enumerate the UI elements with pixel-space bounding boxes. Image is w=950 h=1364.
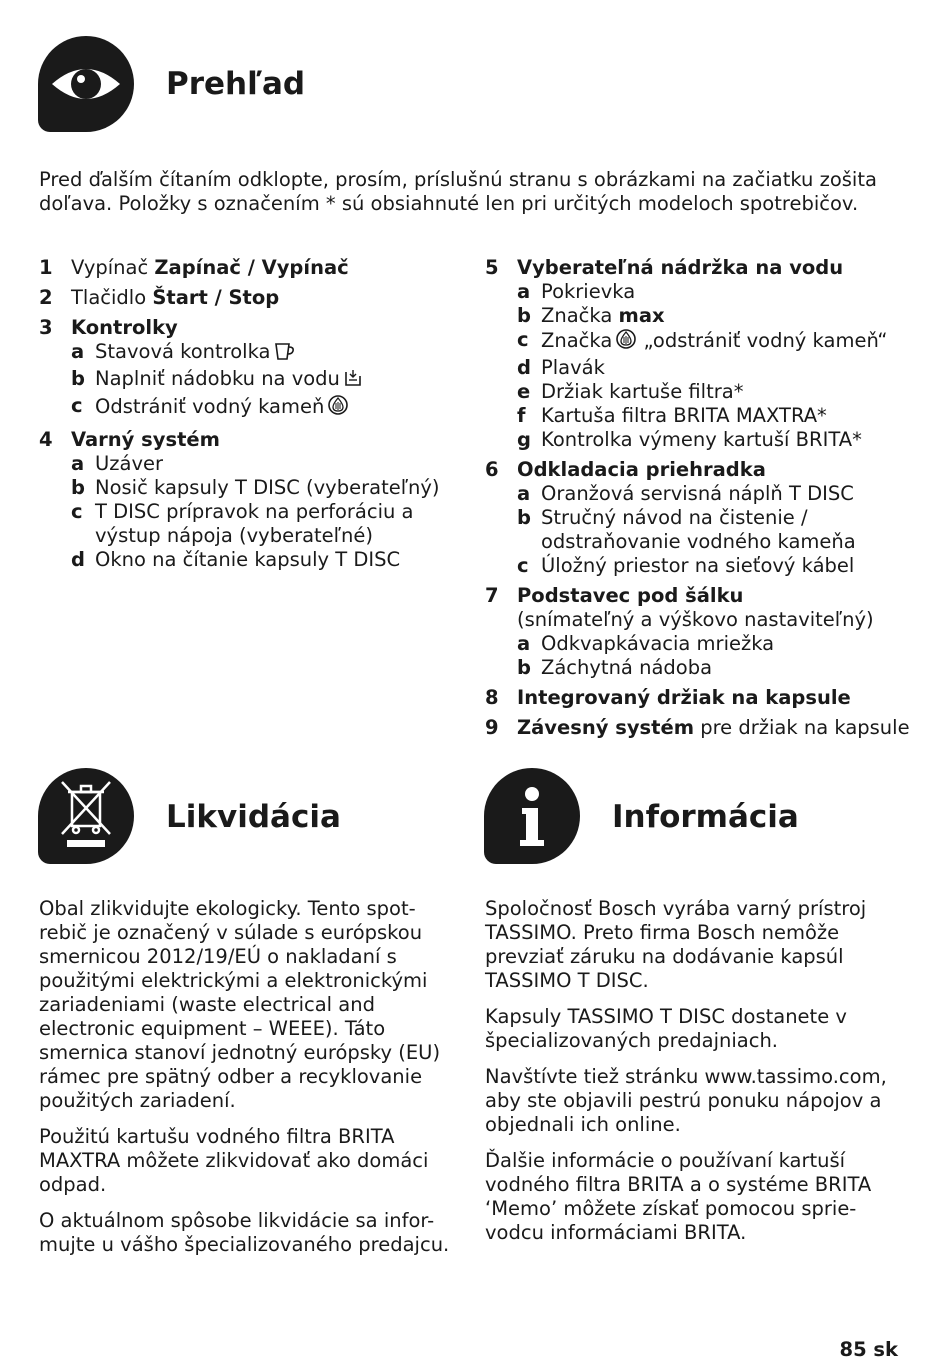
sub-item-letter: b bbox=[517, 304, 531, 327]
disposal-title: Likvidácia bbox=[166, 799, 341, 835]
sub-item-letter: c bbox=[71, 394, 83, 417]
sub-item-text: Uzáver bbox=[95, 452, 164, 475]
sub-item-letter: c bbox=[517, 328, 529, 351]
item-number: 6 bbox=[485, 458, 499, 481]
sub-item-letter: a bbox=[517, 280, 531, 303]
sub-item-letter: a bbox=[71, 452, 85, 475]
disposal-paragraph: Použitú kartušu vodného filtra BRITA MAXTRA môžete zlikvidovať ako domáci odpad. bbox=[39, 1125, 429, 1196]
cup-icon bbox=[274, 341, 296, 367]
descale-icon bbox=[327, 394, 349, 422]
sub-item-text: Značka bbox=[541, 329, 613, 352]
list-item bbox=[485, 584, 915, 680]
sub-item-text: Plavák bbox=[541, 356, 605, 379]
sub-item-text: Držiak kartuše filtra* bbox=[541, 380, 744, 403]
list-item bbox=[485, 716, 915, 740]
sub-item bbox=[71, 394, 464, 422]
item-number: 1 bbox=[39, 256, 53, 279]
info-icon bbox=[484, 768, 580, 864]
sub-item bbox=[517, 304, 915, 328]
sub-item-text: Kartuša filtra BRITA MAXTRA* bbox=[541, 404, 827, 427]
item-label bbox=[71, 286, 464, 310]
item-title: Integrovaný držiak na kapsule bbox=[517, 686, 851, 709]
information-paragraph: Kapsuly TASSIMO T DISC dostanete v špecializovaných predajniach. bbox=[485, 1005, 847, 1052]
water-tank-icon bbox=[343, 368, 363, 394]
sub-item bbox=[517, 404, 915, 428]
sub-item-text: Stručný návod na čistenie / odstraňovanie vodného kameňa bbox=[541, 506, 856, 553]
item-title: Kontrolky bbox=[71, 316, 178, 339]
sub-item bbox=[517, 656, 915, 680]
sub-item-letter: d bbox=[517, 356, 531, 379]
information-paragraph: Ďalšie informácie o používaní kartuší vodného filtra BRITA a o systéme BRITA ‘Memo’ môžete získať pomocou sprie-vodcu informáciami BRITA. bbox=[485, 1149, 872, 1244]
disposal-text bbox=[39, 897, 454, 1269]
sub-item bbox=[517, 280, 915, 304]
sub-item-bold: max bbox=[618, 304, 665, 327]
item-note: (snímateľný a výškovo nastaviteľný) bbox=[517, 608, 874, 631]
sub-item-letter: c bbox=[71, 500, 83, 523]
item-title: Podstavec pod šálku bbox=[517, 584, 744, 607]
sub-item-letter: b bbox=[517, 656, 531, 679]
sub-item-text: Odkvapkávacia mriežka bbox=[541, 632, 775, 655]
item-label bbox=[71, 316, 464, 340]
item-prefix: Vypínač bbox=[71, 256, 155, 279]
sub-item bbox=[517, 554, 915, 578]
descale-icon bbox=[615, 328, 637, 356]
sub-item-after: „odstrániť vodný kameň“ bbox=[637, 329, 888, 352]
item-number: 8 bbox=[485, 686, 499, 709]
sub-item bbox=[517, 328, 915, 356]
list-item bbox=[485, 458, 915, 578]
item-label bbox=[71, 256, 464, 280]
sub-item bbox=[71, 548, 464, 572]
sub-item-text: Stavová kontrolka bbox=[95, 340, 271, 363]
item-label bbox=[71, 428, 464, 452]
sub-item-letter: b bbox=[71, 476, 85, 499]
overview-intro: Pred ďalším čítaním odklopte, prosím, príslušnú stranu s obrázkami na začiatku zošita doľava. Položky s označením * sú obsiahnuté len pri určitých modeloch spotrebičov. bbox=[39, 168, 877, 215]
sub-item-letter: a bbox=[517, 632, 531, 655]
item-title: Závesný systém bbox=[517, 716, 695, 739]
item-title: Zapínač / Vypínač bbox=[154, 256, 349, 279]
sub-item-text: Okno na čítanie kapsuly T DISC bbox=[95, 548, 401, 571]
sub-item-text: Kontrolka výmeny kartuší BRITA* bbox=[541, 428, 862, 451]
sub-item bbox=[517, 428, 915, 452]
item-label bbox=[517, 458, 915, 482]
sub-item bbox=[71, 340, 464, 367]
sub-item bbox=[71, 500, 464, 548]
sub-item-letter: b bbox=[517, 506, 531, 529]
list-item bbox=[485, 686, 915, 710]
sub-item bbox=[71, 367, 464, 394]
weee-bin-icon bbox=[38, 768, 134, 864]
sub-item-letter: d bbox=[71, 548, 85, 571]
item-number: 7 bbox=[485, 584, 499, 607]
sub-item bbox=[71, 476, 464, 500]
list-item bbox=[39, 286, 464, 310]
list-item bbox=[39, 428, 464, 572]
item-title: Varný systém bbox=[71, 428, 220, 451]
sub-item-letter: e bbox=[517, 380, 531, 403]
list-item bbox=[39, 256, 464, 280]
sub-item-letter: b bbox=[71, 367, 85, 390]
list-item bbox=[39, 316, 464, 422]
sub-item bbox=[517, 506, 915, 554]
item-title: Štart / Stop bbox=[152, 286, 280, 309]
item-number: 3 bbox=[39, 316, 53, 339]
overview-list-right bbox=[485, 256, 915, 746]
sub-item bbox=[517, 380, 915, 404]
information-paragraph: Spoločnosť Bosch vyrába varný prístroj TASSIMO. Preto firma Bosch nemôže prevziať záruku na dodávanie kapsúl TASSIMO T DISC. bbox=[485, 897, 867, 992]
item-title: Vyberateľná nádržka na vodu bbox=[517, 256, 844, 279]
sub-item-text: Nosič kapsuly T DISC (vyberateľný) bbox=[95, 476, 440, 499]
overview-list-left bbox=[39, 256, 464, 578]
sub-item-text: Úložný priestor na sieťový kábel bbox=[541, 554, 855, 577]
sub-item-text: T DISC prípravok na perforáciu a výstup nápoja (vyberateľné) bbox=[95, 500, 414, 547]
list-item bbox=[485, 256, 915, 452]
disposal-paragraph: O aktuálnom spôsobe likvidácie sa infor-mujte u vášho špecializovaného predajcu. bbox=[39, 1209, 450, 1256]
sub-item-letter: f bbox=[517, 404, 526, 427]
item-label bbox=[517, 256, 915, 280]
item-title: Odkladacia priehradka bbox=[517, 458, 766, 481]
disposal-paragraph: Obal zlikvidujte ekologicky. Tento spot-rebič je označený v súlade s európskou smernicou 2012/19/EÚ o nakladaní s použitými elektrickými a elektronickými zariadeniami (waste electrical and electronic equipment – WEEE). Táto smernica stanoví jednotný európsky (EU) rámec pre spätný odber a recyklovanie použitých zariadení. bbox=[39, 897, 441, 1112]
sub-item-text: Záchytná nádoba bbox=[541, 656, 713, 679]
eye-icon bbox=[38, 36, 134, 132]
information-title: Informácia bbox=[612, 799, 799, 835]
item-label bbox=[517, 686, 915, 710]
item-number: 5 bbox=[485, 256, 499, 279]
item-label bbox=[517, 584, 915, 608]
overview-title: Prehľad bbox=[166, 66, 306, 102]
sub-item-text: Naplniť nádobku na vodu bbox=[95, 367, 340, 390]
sub-item-letter: a bbox=[517, 482, 531, 505]
sub-item-letter: a bbox=[71, 340, 85, 363]
page-number: 85 sk bbox=[839, 1338, 898, 1361]
item-prefix: Tlačidlo bbox=[71, 286, 153, 309]
information-paragraph: Navštívte tiež stránku www.tassimo.com, aby ste objavili pestrú ponuku nápojov a objednali ich online. bbox=[485, 1065, 887, 1136]
sub-item-text: Odstrániť vodný kameň bbox=[95, 395, 325, 418]
sub-item bbox=[517, 482, 915, 506]
item-number: 9 bbox=[485, 716, 499, 739]
information-text bbox=[485, 897, 905, 1257]
sub-item-text: Oranžová servisná náplň T DISC bbox=[541, 482, 854, 505]
item-suffix: pre držiak na kapsule bbox=[694, 716, 910, 739]
item-label bbox=[517, 716, 915, 740]
sub-item bbox=[71, 452, 464, 476]
sub-item-text: Značka bbox=[541, 304, 619, 327]
item-number: 2 bbox=[39, 286, 53, 309]
sub-item bbox=[517, 632, 915, 656]
sub-item-letter: c bbox=[517, 554, 529, 577]
sub-item-letter: g bbox=[517, 428, 531, 451]
sub-item bbox=[517, 356, 915, 380]
item-number: 4 bbox=[39, 428, 53, 451]
sub-item-text: Pokrievka bbox=[541, 280, 636, 303]
